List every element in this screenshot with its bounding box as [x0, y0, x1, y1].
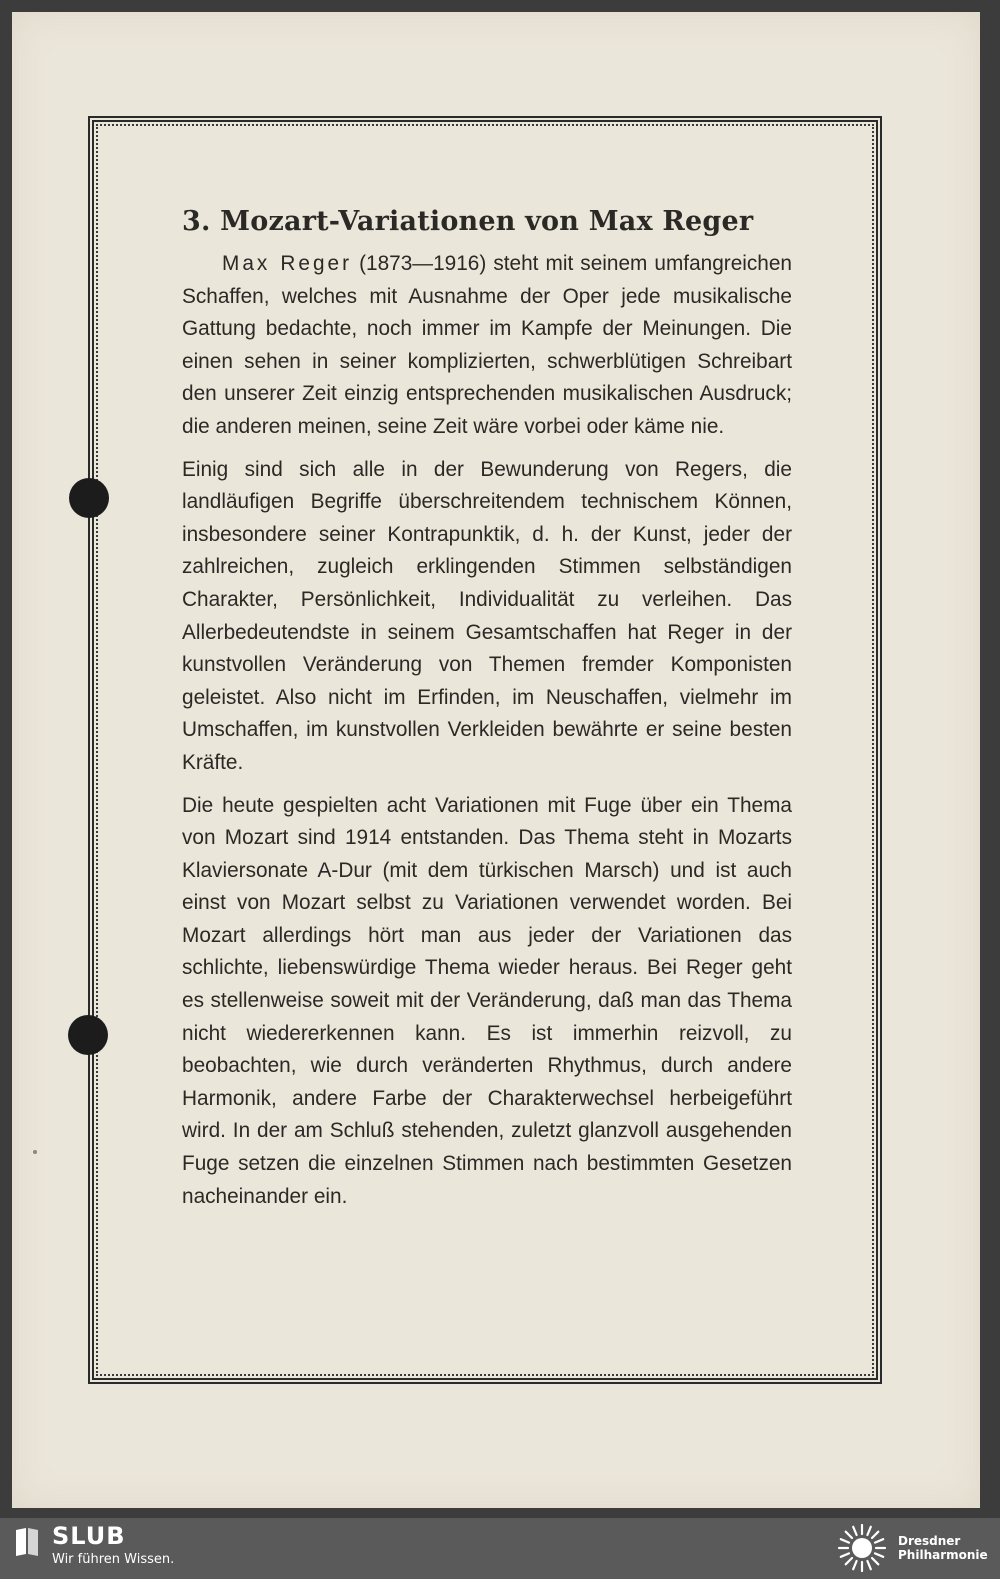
footer-bar	[0, 1518, 1000, 1579]
paragraph-intro	[182, 248, 792, 444]
section-heading: 3. Mozart-Variationen von Max Reger	[182, 206, 754, 237]
partner-name-line-2: Philharmonie	[898, 1548, 988, 1562]
punch-hole-top	[69, 478, 109, 518]
sunburst-icon	[836, 1522, 888, 1574]
library-name: SLUB	[52, 1522, 126, 1550]
paper-speck	[33, 1150, 37, 1154]
partner-name	[898, 1534, 988, 1562]
composer-name: Max Reger	[222, 252, 353, 275]
text-column	[182, 198, 792, 1223]
book-icon	[14, 1526, 40, 1558]
paragraph-variations: Die heute gespielten acht Variationen mit Fuge über ein Thema von Mozart sind 1914 entstanden. Das Thema steht in Mozarts Klaviersonate A-Dur (mit dem türkischen Marsch) und ist auch einst von Mozart selbst zu Variationen verwendet worden. Bei Mozart allerdings hört man aus jeder der Variationen das schlichte, liebenswürdige Thema wieder heraus. Bei Reger geht es stellenweise soweit mit der Veränderung, daß man das Thema nicht wiedererkennen kann. Es ist immerhin reizvoll, zu beobachten, wie durch veränderten Rhythmus, durch andere Harmonik, andere Farbe der Charakterwechsel herbeigeführt wird. In der am Schluß stehenden, zuletzt glanzvoll ausgehenden Fuge setzen die einzelnen Stimmen nach bestimmten Gesetzen nacheinander ein.	[182, 793, 792, 1208]
punch-hole-bottom	[68, 1015, 108, 1055]
library-tagline: Wir führen Wissen.	[52, 1552, 175, 1567]
partner-name-line-1: Dresdner	[898, 1534, 961, 1548]
paragraph-technique: Einig sind sich alle in der Bewunderung von Regers, die landläufigen Begriffe überschreitendem technischem Können, insbesondere seiner Kontrapunktik, d. h. der Kunst, jeder der zahlreichen, zugleich erklingenden Stimmen selbständigen Charakter, Persönlichkeit, Individualität zu verleihen. Das Allerbedeutendste in seinem Gesamtschaffen hat Reger in der kunstvollen Veränderung von Themen fremder Komponisten geleistet. Also nicht im Erfinden, im Neuschaffen, vielmehr im Umschaffen, im kunstvollen Verkleiden bewährte er seine besten Kräfte.	[182, 457, 792, 774]
paragraph-intro-text: (1873—1916) steht mit seinem umfangreichen Schaffen, welches mit Ausnahme der Oper jede musikalische Gattung bedachte, noch immer im Kampfe der Meinungen. Die einen sehen in seiner komplizierten, schwerblütigen Schreibart den unserer Zeit einzig entsprechenden musikalischen Ausdruck; die anderen meinen, seine Zeit wäre vorbei oder käme nie.	[182, 252, 792, 438]
